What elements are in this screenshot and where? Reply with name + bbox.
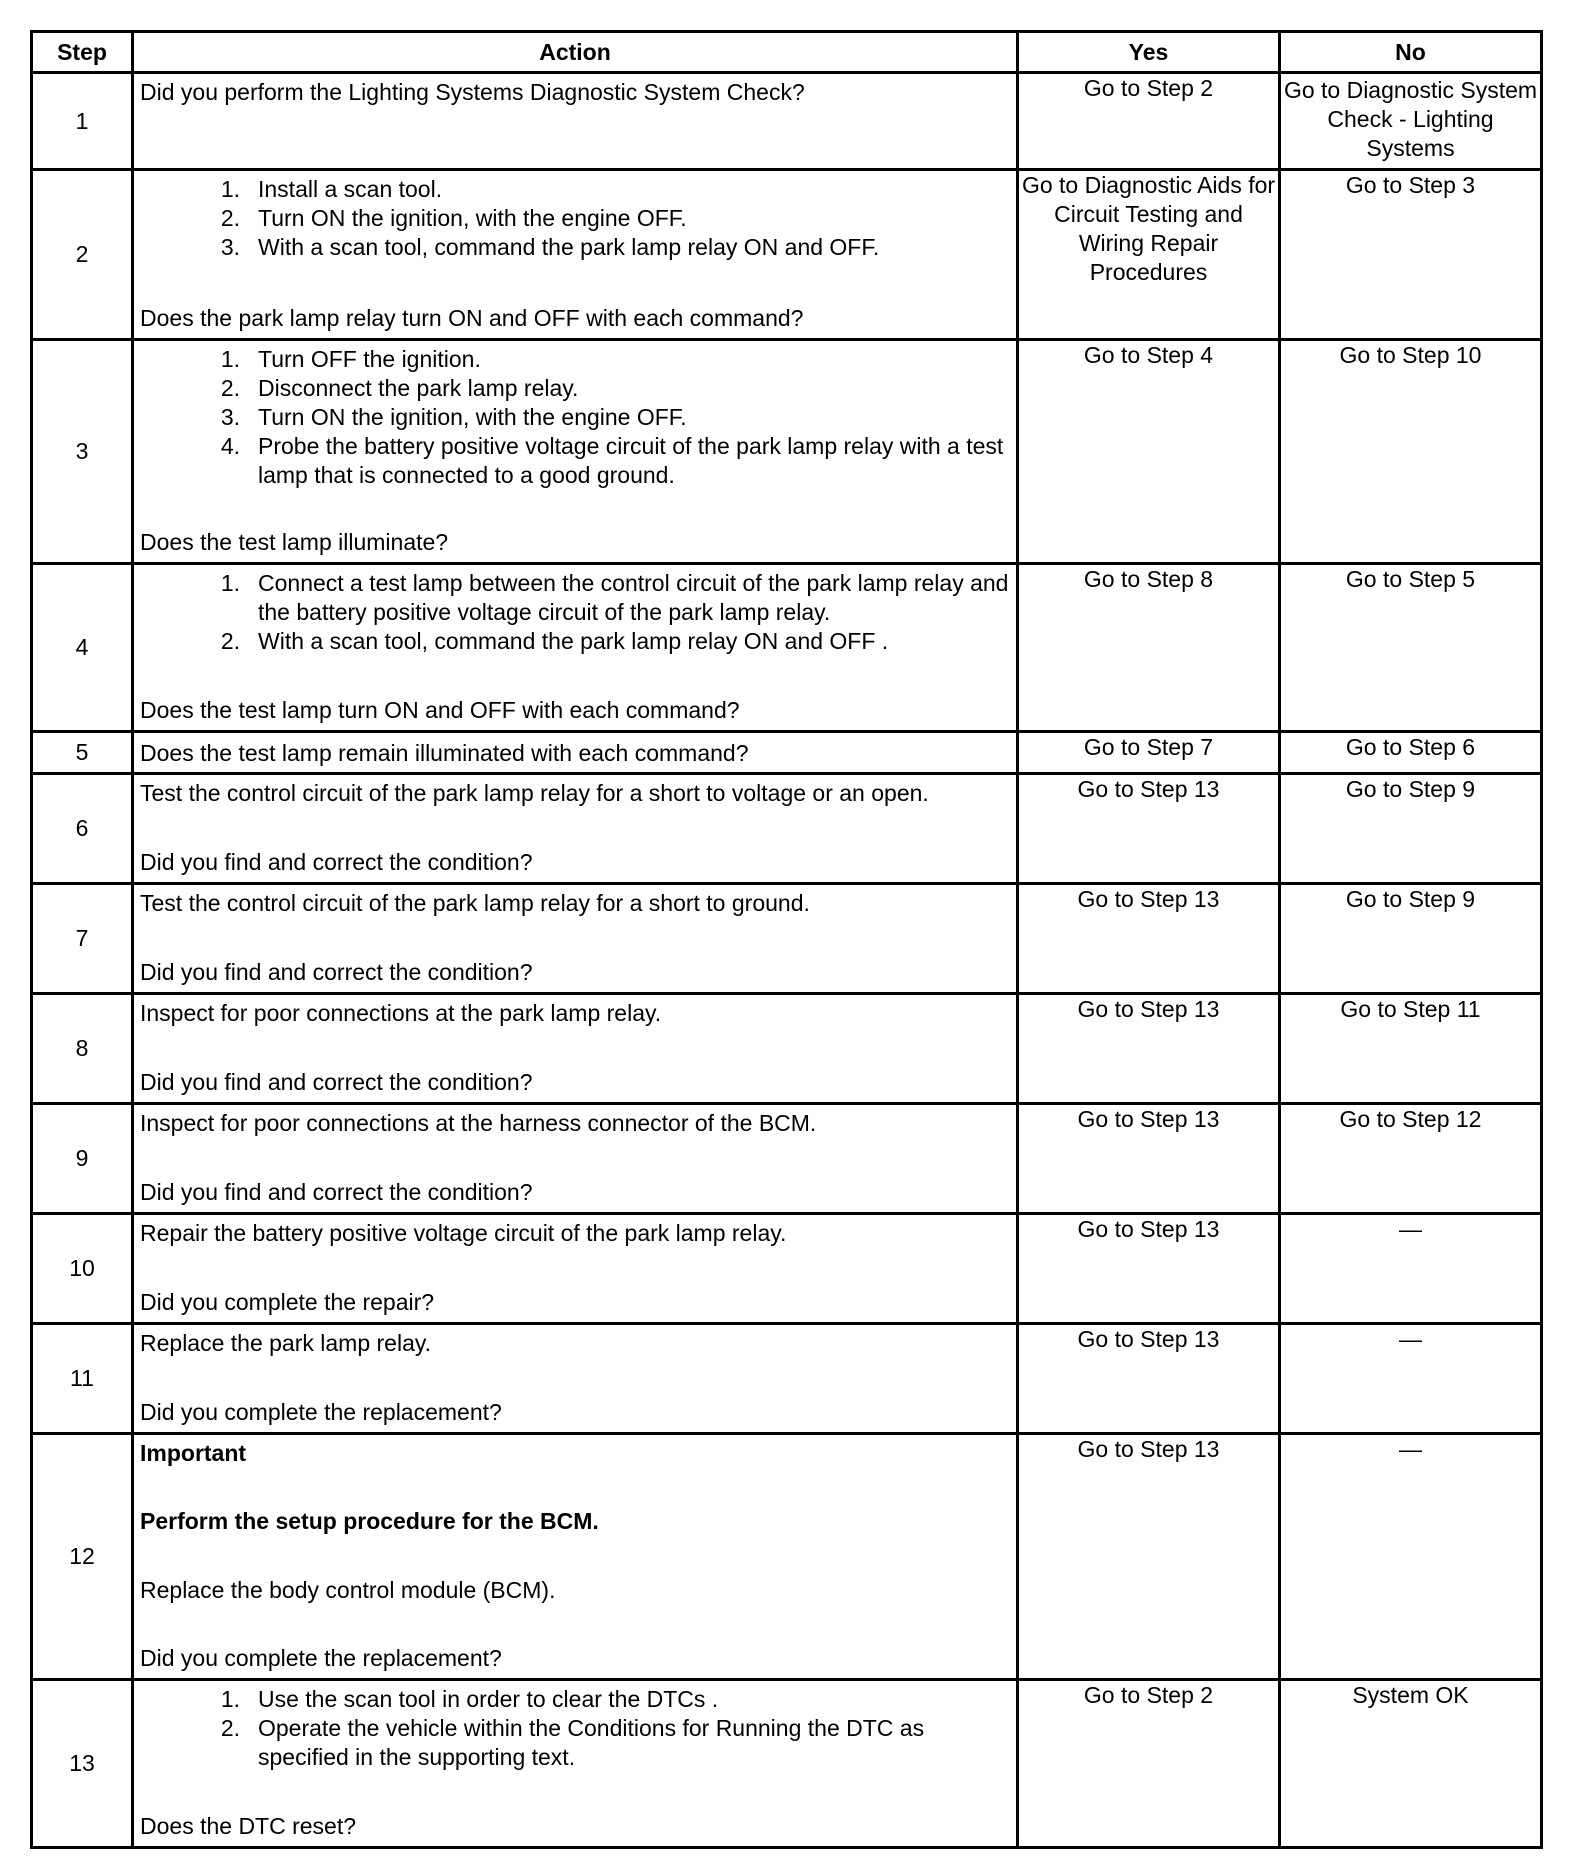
instruction-text: Test the control circuit of the park lamp relay for a short to voltage or an open.	[140, 780, 929, 806]
step-number: 5	[32, 732, 133, 774]
step-list	[140, 569, 1010, 656]
table-row	[32, 884, 1542, 994]
list-item: 2. Disconnect the park lamp relay.	[220, 375, 579, 401]
question-text: Did you perform the Lighting Systems Diagnostic System Check?	[140, 79, 805, 105]
table-row	[32, 1434, 1542, 1680]
step-number: 7	[32, 884, 133, 994]
yes-cell: Go to Step 13	[1018, 884, 1280, 994]
action-cell	[133, 774, 1018, 884]
action-cell	[133, 340, 1018, 564]
no-cell: —	[1280, 1214, 1542, 1324]
step-number: 2	[32, 170, 133, 340]
yes-cell: Go to Step 8	[1018, 564, 1280, 732]
no-cell: Go to Diagnostic System Check - Lighting Systems	[1280, 73, 1542, 170]
yes-cell: Go to Step 13	[1018, 1434, 1280, 1680]
question-text: Does the DTC reset?	[140, 1813, 357, 1839]
instruction-text: Replace the park lamp relay.	[140, 1330, 432, 1356]
instruction-text: Inspect for poor connections at the park lamp relay.	[140, 1000, 662, 1026]
question-text: Did you find and correct the condition?	[140, 1179, 533, 1205]
question-text: Does the test lamp illuminate?	[140, 529, 449, 555]
yes-cell: Go to Step 4	[1018, 340, 1280, 564]
yes-cell: Go to Step 7	[1018, 732, 1280, 774]
question-text: Did you complete the replacement?	[140, 1399, 502, 1425]
step-number: 13	[32, 1680, 133, 1848]
header-no: No	[1280, 32, 1542, 73]
table-row	[32, 732, 1542, 774]
step-list	[140, 175, 1010, 262]
yes-cell: Go to Step 13	[1018, 774, 1280, 884]
action-cell	[133, 1680, 1018, 1848]
yes-cell: Go to Step 13	[1018, 1104, 1280, 1214]
yes-cell: Go to Diagnostic Aids for Circuit Testing and Wiring Repair Procedures	[1018, 170, 1280, 340]
step-list	[140, 345, 1010, 490]
table-row	[32, 994, 1542, 1104]
step-number: 12	[32, 1434, 133, 1680]
action-cell	[133, 564, 1018, 732]
step-number: 6	[32, 774, 133, 884]
list-item: 2. Operate the vehicle within the Conditions for Running the DTC as specified in the supporting text.	[220, 1715, 925, 1770]
action-cell	[133, 884, 1018, 994]
action-cell	[133, 1104, 1018, 1214]
step-number: 4	[32, 564, 133, 732]
question-text: Did you complete the replacement?	[140, 1644, 502, 1671]
yes-cell: Go to Step 13	[1018, 994, 1280, 1104]
no-cell: Go to Step 3	[1280, 170, 1542, 340]
header-row	[32, 32, 1542, 73]
instruction-text: Repair the battery positive voltage circuit of the park lamp relay.	[140, 1220, 787, 1246]
table-row	[32, 1324, 1542, 1434]
list-item: 3. With a scan tool, command the park lamp relay ON and OFF.	[220, 234, 880, 260]
yes-cell: Go to Step 2	[1018, 73, 1280, 170]
list-item: 1. Use the scan tool in order to clear the DTCs .	[220, 1686, 719, 1712]
no-cell: —	[1280, 1324, 1542, 1434]
table-row	[32, 340, 1542, 564]
instruction-text: Replace the body control module (BCM).	[140, 1576, 556, 1603]
important-label: Important	[140, 1440, 247, 1466]
step-number: 9	[32, 1104, 133, 1214]
action-cell	[133, 1324, 1018, 1434]
no-cell: Go to Step 11	[1280, 994, 1542, 1104]
header-step: Step	[32, 32, 133, 73]
important-note: Perform the setup procedure for the BCM.	[140, 1508, 599, 1535]
list-item: 2. With a scan tool, command the park lamp relay ON and OFF .	[220, 628, 889, 654]
instruction-text: Test the control circuit of the park lamp relay for a short to ground.	[140, 890, 810, 916]
list-item: 2. Turn ON the ignition, with the engine OFF.	[220, 205, 687, 231]
question-text: Did you find and correct the condition?	[140, 849, 533, 875]
header-yes: Yes	[1018, 32, 1280, 73]
no-cell: —	[1280, 1434, 1542, 1680]
table-row	[32, 1104, 1542, 1214]
action-cell	[133, 732, 1018, 774]
list-item: 1. Install a scan tool.	[220, 176, 443, 202]
action-cell	[133, 1434, 1018, 1680]
table-row	[32, 73, 1542, 170]
question-text: Did you find and correct the condition?	[140, 959, 533, 985]
step-number: 1	[32, 73, 133, 170]
step-number: 11	[32, 1324, 133, 1434]
list-item: 1. Turn OFF the ignition.	[220, 346, 481, 372]
list-item: 3. Turn ON the ignition, with the engine OFF.	[220, 404, 687, 430]
table-row	[32, 170, 1542, 340]
header-action: Action	[133, 32, 1018, 73]
table-row	[32, 1214, 1542, 1324]
yes-cell: Go to Step 2	[1018, 1680, 1280, 1848]
table-row	[32, 564, 1542, 732]
no-cell: Go to Step 9	[1280, 774, 1542, 884]
action-cell	[133, 1214, 1018, 1324]
yes-cell: Go to Step 13	[1018, 1214, 1280, 1324]
action-cell	[133, 170, 1018, 340]
no-cell: Go to Step 10	[1280, 340, 1542, 564]
table-row	[32, 1680, 1542, 1848]
list-item: 4. Probe the battery positive voltage circuit of the park lamp relay with a test lamp that is connected to a good ground.	[220, 433, 1004, 488]
question-text: Did you find and correct the condition?	[140, 1069, 533, 1095]
step-number: 3	[32, 340, 133, 564]
action-cell	[133, 73, 1018, 170]
yes-cell: Go to Step 13	[1018, 1324, 1280, 1434]
no-cell: Go to Step 5	[1280, 564, 1542, 732]
action-cell	[133, 994, 1018, 1104]
question-text: Does the park lamp relay turn ON and OFF with each command?	[140, 305, 804, 331]
no-cell: Go to Step 9	[1280, 884, 1542, 994]
step-number: 10	[32, 1214, 133, 1324]
step-list	[140, 1685, 1010, 1772]
no-cell: Go to Step 6	[1280, 732, 1542, 774]
question-text: Does the test lamp turn ON and OFF with each command?	[140, 697, 740, 723]
no-cell: System OK	[1280, 1680, 1542, 1848]
question-text: Did you complete the repair?	[140, 1289, 435, 1315]
list-item: 1. Connect a test lamp between the control circuit of the park lamp relay and the battery positive voltage circuit of the park lamp relay.	[220, 570, 1009, 625]
table-row	[32, 774, 1542, 884]
no-cell: Go to Step 12	[1280, 1104, 1542, 1214]
instruction-text: Inspect for poor connections at the harness connector of the BCM.	[140, 1110, 817, 1136]
step-number: 8	[32, 994, 133, 1104]
question-text: Does the test lamp remain illuminated with each command?	[140, 740, 749, 766]
diagnostic-table	[30, 30, 1543, 1849]
